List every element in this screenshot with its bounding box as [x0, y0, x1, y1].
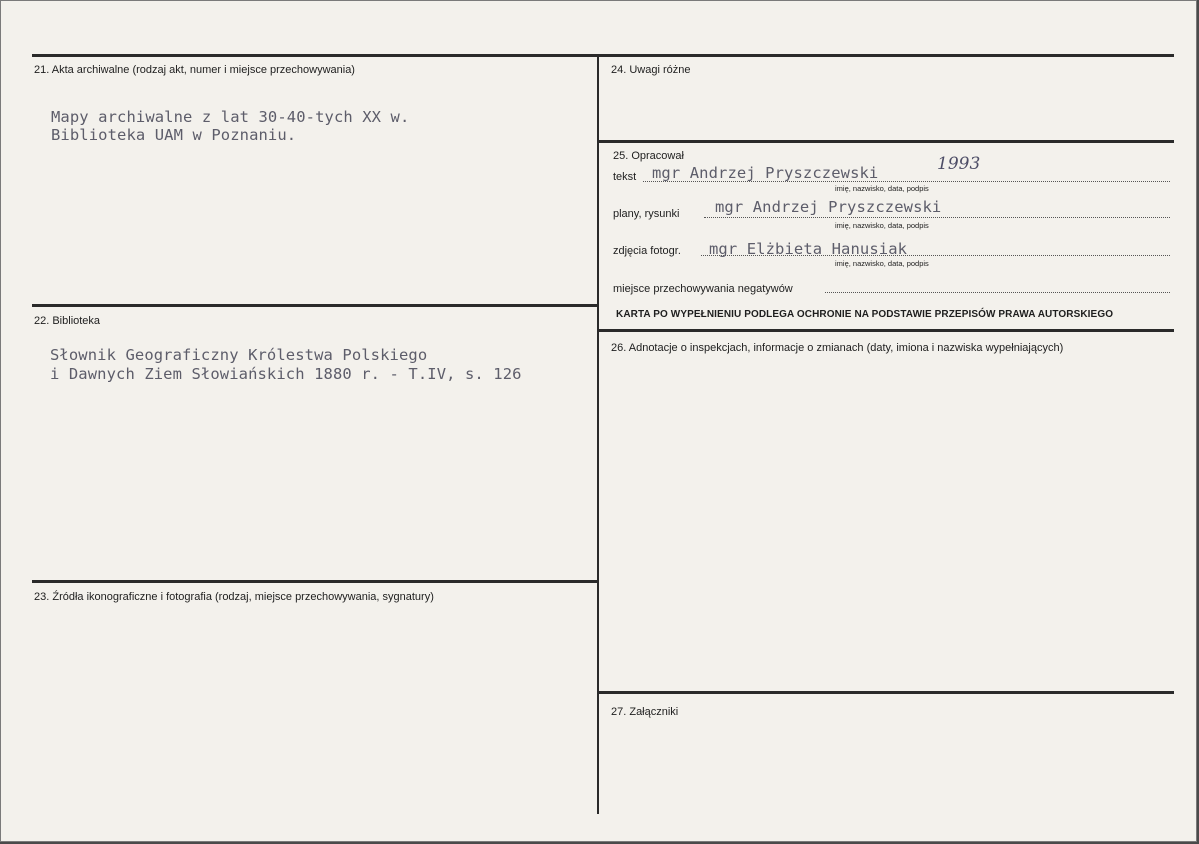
section-24-label: 24. Uwagi różne	[611, 64, 691, 76]
section-21-line-1: Mapy archiwalne z lat 30-40-tych XX w.	[51, 108, 410, 126]
section-21-line-2: Biblioteka UAM w Poznaniu.	[51, 126, 297, 144]
negatywy-dotted-line	[825, 292, 1170, 293]
plany-dotted-line	[704, 217, 1170, 218]
zdjecia-label: zdjęcia fotogr.	[613, 245, 681, 257]
rule-25-26	[599, 329, 1174, 332]
section-21-label: 21. Akta archiwalne (rodzaj akt, numer i miejsce przechowywania)	[34, 64, 355, 76]
tekst-year: 1993	[937, 154, 981, 174]
rule-21-22	[32, 304, 599, 307]
negatywy-label: miejsce przechowywania negatywów	[613, 283, 793, 295]
tekst-label: tekst	[613, 171, 637, 183]
plany-value: mgr Andrzej Pryszczewski	[715, 198, 942, 216]
section-22-line-2: i Dawnych Ziem Słowiańskich 1880 r. - T.IV, s. 126	[50, 365, 522, 383]
section-27-label: 27. Załączniki	[611, 706, 679, 718]
plany-label: plany, rysunki	[613, 208, 680, 220]
plany-caption: imię, nazwisko, data, podpis	[835, 221, 929, 230]
zdjecia-caption: imię, nazwisko, data, podpis	[835, 259, 929, 268]
zdjecia-value: mgr Elżbieta Hanusiak	[709, 240, 908, 258]
section-26-label: 26. Adnotacje o inspekcjach, informacje o zmianach (daty, imiona i nazwiska wypełniających)	[611, 342, 1064, 354]
section-22-line-1: Słownik Geograficzny Królestwa Polskiego	[50, 346, 428, 364]
top-rule	[32, 54, 1174, 57]
tekst-value: mgr Andrzej Pryszczewski	[652, 164, 879, 182]
rule-24-25	[599, 140, 1174, 143]
section-25-label: 25. Opracował	[613, 150, 684, 162]
rule-26-27	[599, 691, 1174, 694]
section-22-label: 22. Biblioteka	[34, 315, 101, 327]
rule-22-23	[32, 580, 599, 583]
section-23-label: 23. Źródła ikonograficzne i fotografia (rodzaj, miejsce przechowywania, sygnatury)	[34, 591, 434, 603]
tekst-caption: imię, nazwisko, data, podpis	[835, 184, 929, 193]
center-divider	[597, 54, 599, 814]
copyright-notice: KARTA PO WYPEŁNIENIU PODLEGA OCHRONIE NA PODSTAWIE PRZEPISÓW PRAWA AUTORSKIEGO	[616, 309, 1114, 320]
